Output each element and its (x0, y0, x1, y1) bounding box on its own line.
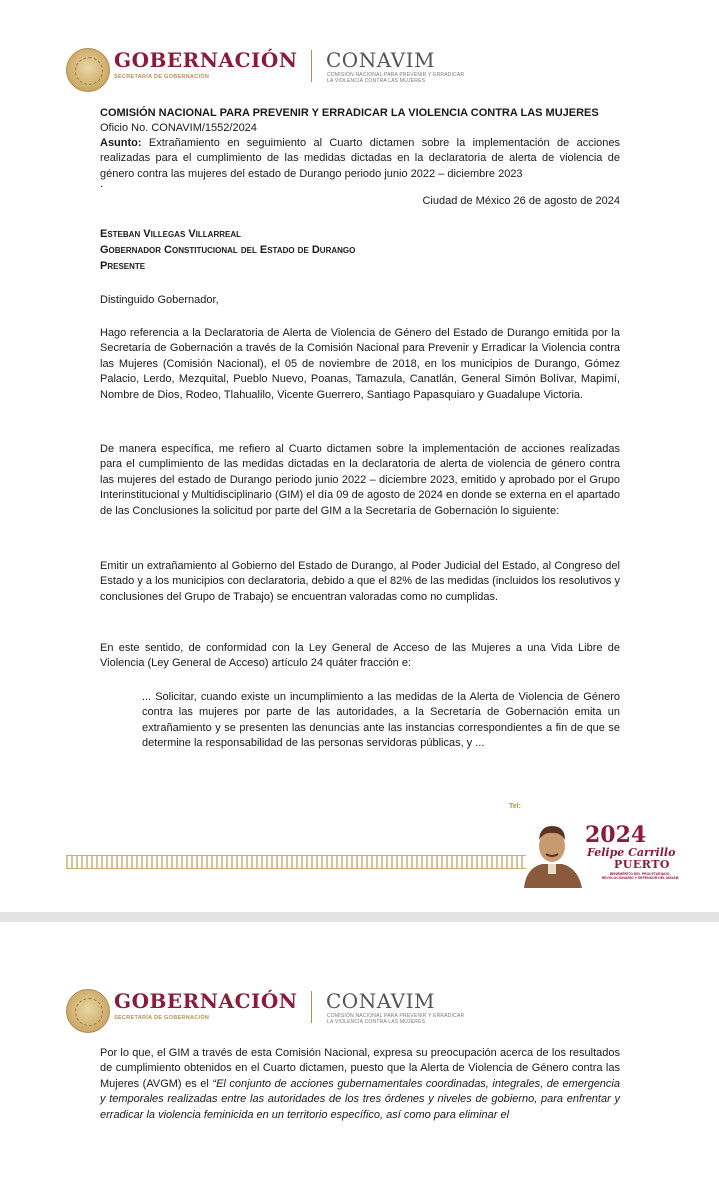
year-2024-logo: 2024 (585, 822, 647, 848)
page2-paragraph-text: Por lo que, el GIM a través de esta Comisión Nacional, expresa su preocupación acerca de los resultados de cumplimiento obtenidos en el Cuarto dictamen, puesto que la Alerta de Violencia de Género contra las Mujeres (AVGM) es el (100, 1047, 620, 1090)
institution-heading: COMISIÓN NACIONAL PARA PREVENIR Y ERRADICAR LA VIOLENCIA CONTRA LAS MUJERES (100, 107, 599, 119)
conavim-subtitle: COMISIÓN NACIONAL PARA PREVENIR Y ERRADICAR LA VIOLENCIA CONTRA LAS MUJERES (327, 72, 465, 84)
footer-ornament-band (66, 855, 526, 869)
felipe-carrillo-portrait-icon (520, 818, 584, 888)
felipe-carrillo-subtitle: BENEMÉRITO DEL PROLETARIADO, REVOLUCIONARIO Y DEFENSOR DEL MAYAB (601, 872, 679, 881)
paragraph-2: De manera específica, me refiero al Cuarto dictamen sobre la implementación de acciones realizadas para el cumplimiento de las medidas dictadas en la declaratoria de alerta de violencia de género contra las mujeres del estado de Durango periodo junio 2022 – diciembre 2023, emitido y aprobado por el Grupo Interinstitucional y Multidisciplinario (GIM) el día 09 de agosto de 2024 en donde se externa en el apartado de las Conclusiones la solicitud por parte del GIM a la Secretaría de Gobernación lo siguiente: (100, 443, 620, 517)
letterhead (66, 985, 466, 1035)
asunto-dot: . (100, 178, 104, 190)
law-quote: ... Solicitar, cuando existe un incumplimiento a las medidas de la Alerta de Violencia de Género contra las mujeres por parte de las autoridades, a la Secretaría de Gobernación emita un extrañamiento y se presenten las denuncias ante las instancias correspondientes a fin de que se determine la responsabilidad de las personas servidoras públicas, y ... (142, 691, 620, 750)
recipient-presente: Presente (100, 260, 146, 272)
puerto-text: PUERTO (614, 858, 670, 871)
logo-divider (311, 50, 312, 82)
gobernacion-logo-text: GOBERNACIÓN (114, 989, 298, 1013)
greeting: Distinguido Gobernador, (100, 294, 219, 306)
mexico-seal-icon (66, 989, 110, 1033)
document-page-2 (0, 922, 719, 1189)
letterhead (66, 44, 466, 94)
recipient-name: Esteban Villegas Villarreal (100, 228, 242, 240)
conavim-logo-text: CONAVIM (326, 989, 435, 1013)
asunto-label: Asunto: (100, 137, 142, 149)
page-separator (0, 912, 719, 922)
mexico-seal-icon (66, 48, 110, 92)
page2-paragraph (100, 1046, 620, 1123)
recipient-title: Gobernador Constitucional del Estado de Durango (100, 244, 356, 256)
conavim-subtitle: COMISIÓN NACIONAL PARA PREVENIR Y ERRADICAR LA VIOLENCIA CONTRA LAS MUJERES (327, 1013, 465, 1025)
asunto (100, 136, 620, 182)
conavim-logo-text: CONAVIM (326, 48, 435, 72)
gobernacion-logo-text: GOBERNACIÓN (114, 48, 298, 72)
place-date: Ciudad de México 26 de agosto de 2024 (422, 195, 620, 207)
gobernacion-subtitle: SECRETARÍA DE GOBERNACIÓN (114, 74, 210, 80)
paragraph-3: Emitir un extrañamiento al Gobierno del Estado de Durango, al Poder Judicial del Estado, al Congreso del Estado y a los municipios con declaratoria, debido a que el 82% de las medidas (incluidos los resolutivos y conclusiones del Grupo de Trabajo) se encuentran valoradas como no cumplidas. (100, 560, 620, 603)
tel-label: Tel: (509, 803, 521, 810)
paragraph-4: En este sentido, de conformidad con la Ley General de Acceso de las Mujeres a una Vida Libre de Violencia (Ley General de Acceso) artículo 24 quáter fracción e: (100, 642, 620, 670)
paragraph-1: Hago referencia a la Declaratoria de Alerta de Violencia de Género del Estado de Durango emitida por la Secretaría de Gobernación a través de la Comisión Nacional para Prevenir y Erradicar la Violencia contra las Mujeres (Comisión Nacional), el 05 de noviembre de 2018, en los municipios de Durango, Gómez Palacio, Lerdo, Mezquital, Pueblo Nuevo, Poanas, Tamazula, Canatlán, General Simón Bolívar, Mapimí, Nombre de Dios, Rodeo, Tlahualilo, Vicente Guerrero, Santiago Papasquiaro y Guadalupe Victoria. (100, 327, 620, 401)
oficio-number: Oficio No. CONAVIM/1552/2024 (100, 122, 257, 134)
asunto-text: Extrañamiento en seguimiento al Cuarto dictamen sobre la implementación de acciones realizadas para el cumplimiento de las medidas dictadas en la declaratoria de alerta de violencia de género contra las mujeres del estado de Durango periodo junio 2022 – diciembre 2023 (100, 137, 620, 180)
avgm-definition-quote: “El conjunto de acciones gubernamentales coordinadas, integrales, de emergencia y temporales realizadas entre las autoridades de los tres órdenes y niveles de gobierno, para enfrentar y erradicar la violencia feminicida en un territorio específico, así como para eliminar el (100, 1077, 620, 1121)
gobernacion-subtitle: SECRETARÍA DE GOBERNACIÓN (114, 1015, 210, 1021)
felipe-carrillo-text: Felipe Carrillo (587, 846, 676, 859)
logo-divider (311, 991, 312, 1023)
